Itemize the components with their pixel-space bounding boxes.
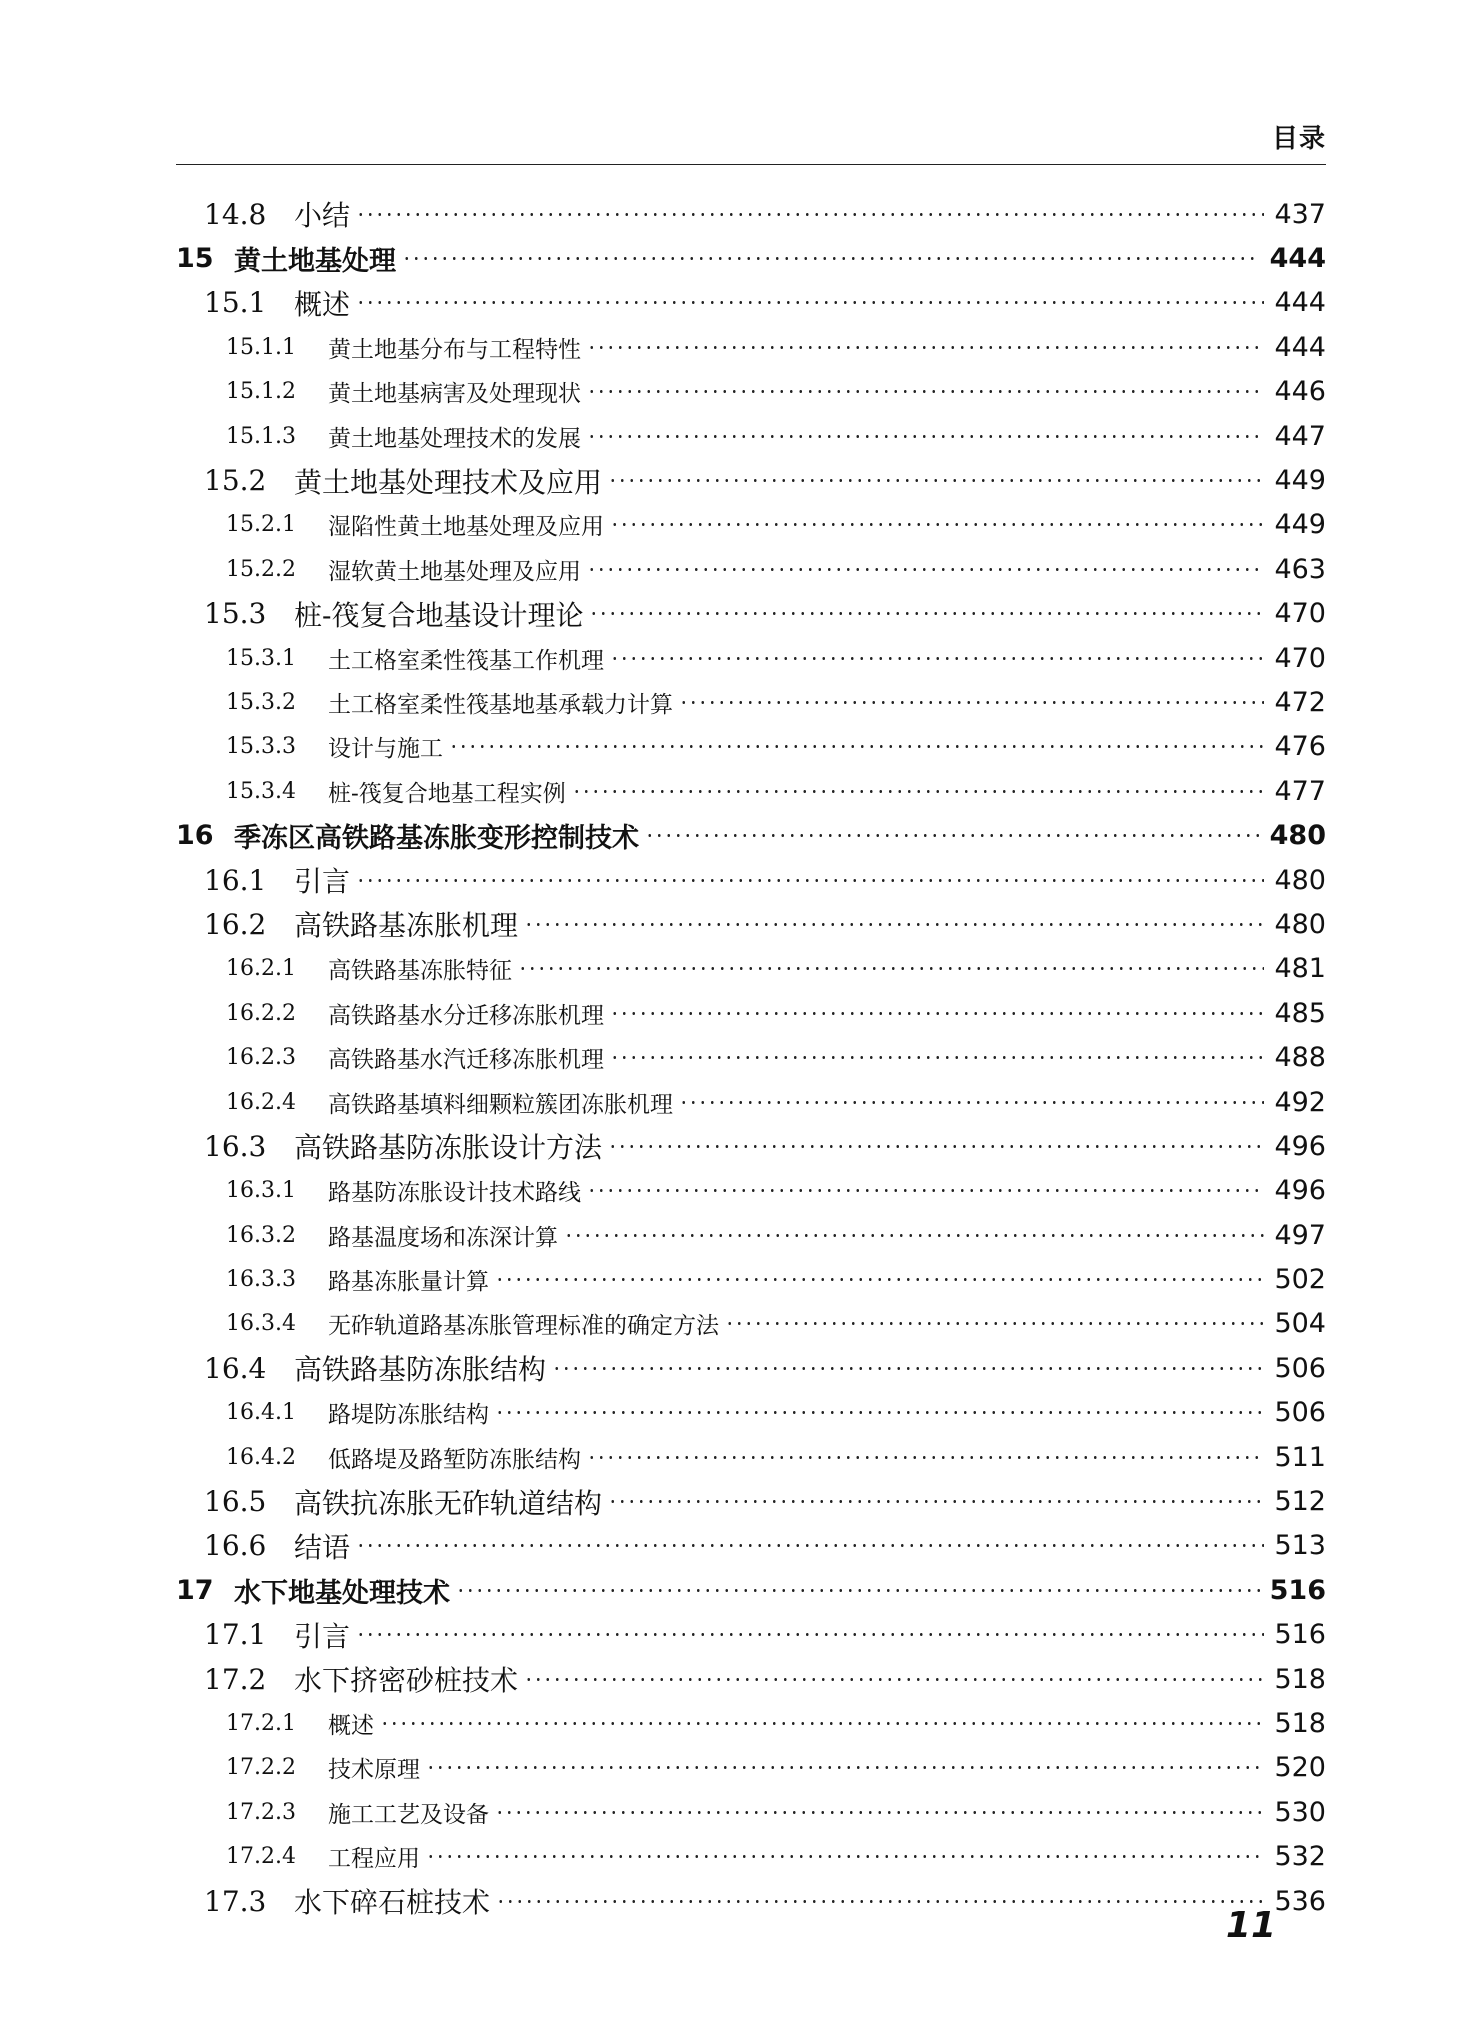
- dot-leader: [552, 1367, 1264, 1370]
- toc-entry-page: 518: [1274, 1707, 1326, 1739]
- toc-entry-title: 水下地基处理技术: [234, 1577, 450, 1609]
- toc-entry[interactable]: [176, 1479, 1326, 1523]
- dot-leader: [587, 346, 1264, 349]
- dot-leader: [610, 1056, 1264, 1059]
- page-number: 11: [1225, 1905, 1276, 1946]
- toc-entry-page: 518: [1274, 1663, 1326, 1695]
- toc-entry-number: 16.2.3: [226, 1045, 296, 1071]
- toc-entry-page: 485: [1274, 997, 1326, 1029]
- toc-entry-title: 路基冻胀量计算: [328, 1269, 489, 1296]
- toc-entry-number: 16.2: [204, 907, 267, 941]
- toc-entry-page: 496: [1274, 1130, 1326, 1162]
- toc-entry-number: 15.3: [204, 597, 267, 631]
- dot-leader: [449, 745, 1264, 748]
- toc-entry[interactable]: [176, 547, 1326, 591]
- toc-entry-title: 黄土地基处理技术及应用: [294, 465, 603, 499]
- toc-entry-title: 高铁路基冻胀机理: [294, 909, 519, 943]
- toc-entry-title: 高铁路基水分迁移冻胀机理: [328, 1002, 604, 1029]
- toc-entry-title: 黄土地基处理: [234, 246, 396, 278]
- toc-entry-title: 水下碎石桩技术: [294, 1886, 491, 1920]
- toc-entry-page: 480: [1274, 908, 1326, 940]
- dot-leader: [380, 1722, 1264, 1725]
- toc-entry-number: 15.3.1: [226, 645, 296, 671]
- toc-entry-number: 15.3.4: [226, 778, 296, 804]
- toc-entry-number: 16.4.1: [226, 1400, 296, 1426]
- dot-leader: [426, 1766, 1264, 1769]
- toc-entry[interactable]: [176, 1302, 1326, 1346]
- toc-entry[interactable]: [176, 813, 1326, 857]
- toc-entry-page: 449: [1274, 465, 1326, 497]
- toc-entry-page: 520: [1274, 1752, 1326, 1784]
- toc-entry-page: 536: [1274, 1885, 1326, 1917]
- toc-entry-number: 15.2.1: [226, 512, 296, 538]
- dot-leader: [518, 967, 1264, 970]
- toc-entry-title: 水下挤密砂桩技术: [294, 1664, 519, 1698]
- dot-leader: [608, 1145, 1264, 1148]
- dot-leader: [496, 1900, 1264, 1903]
- dot-leader: [456, 1589, 1260, 1592]
- toc-entry-title: 技术原理: [328, 1757, 420, 1784]
- toc-entry-number: 17.2.2: [226, 1755, 296, 1781]
- toc-entry-page: 444: [1274, 287, 1326, 319]
- toc-entry-page: 516: [1274, 1619, 1326, 1651]
- toc-entry-title: 概述: [328, 1712, 374, 1739]
- toc-entry[interactable]: [176, 503, 1326, 547]
- running-header-title: 目录: [1271, 124, 1326, 154]
- toc-entry-title: 高铁路基冻胀特征: [328, 958, 512, 985]
- toc-entry[interactable]: [176, 1169, 1326, 1213]
- toc-entry[interactable]: [176, 236, 1326, 280]
- toc-entry-title: 工程应用: [328, 1846, 420, 1873]
- toc-entry-number: 17.2: [204, 1662, 267, 1696]
- toc-entry[interactable]: [176, 680, 1326, 724]
- toc-entry-page: 506: [1274, 1352, 1326, 1384]
- toc-entry-title: 路基防冻胀设计技术路线: [328, 1180, 581, 1207]
- dot-leader: [524, 1678, 1264, 1681]
- dot-leader: [587, 1456, 1264, 1459]
- toc-entry-page: 463: [1274, 553, 1326, 585]
- toc-entry[interactable]: [176, 1701, 1326, 1745]
- toc-entry-page: 449: [1274, 509, 1326, 541]
- toc-entry-page: 480: [1274, 864, 1326, 896]
- toc-entry-number: 15.1: [204, 286, 267, 320]
- toc-entry-page: 511: [1274, 1441, 1326, 1473]
- toc-entry-page: 476: [1274, 731, 1326, 763]
- toc-entry-title: 季冻区高铁路基冻胀变形控制技术: [234, 823, 639, 855]
- toc-entry-title: 桩-筏复合地基设计理论: [294, 598, 584, 632]
- toc-entry[interactable]: [176, 991, 1326, 1035]
- dot-leader: [572, 790, 1265, 793]
- dot-leader: [495, 1811, 1264, 1814]
- toc-entry-title: 湿陷性黄土地基处理及应用: [328, 514, 604, 541]
- toc-entry[interactable]: [176, 947, 1326, 991]
- toc-entry-number: 17: [176, 1574, 214, 1606]
- toc-entry[interactable]: [176, 414, 1326, 458]
- dot-leader: [495, 1278, 1264, 1281]
- dot-leader: [587, 435, 1264, 438]
- toc-entry[interactable]: [176, 1568, 1326, 1612]
- toc-entry-number: 17.2.4: [226, 1844, 296, 1870]
- toc-entry-title: 路基温度场和冻深计算: [328, 1224, 558, 1251]
- dot-leader: [679, 1101, 1264, 1104]
- toc-entry-page: 444: [1269, 243, 1326, 275]
- toc-entry-number: 15.1.2: [226, 379, 296, 405]
- toc-entry-title: 引言: [294, 865, 351, 899]
- toc-entry[interactable]: [176, 1657, 1326, 1701]
- toc-entry[interactable]: [176, 1346, 1326, 1390]
- toc-entry-number: 16.5: [204, 1485, 267, 1519]
- toc-entry[interactable]: [176, 902, 1326, 946]
- toc-entry-number: 15.2: [204, 464, 267, 498]
- toc-entry[interactable]: [176, 592, 1326, 636]
- toc-entry-number: 16.3.1: [226, 1178, 296, 1204]
- toc-entry[interactable]: [176, 281, 1326, 325]
- toc-entry-page: 444: [1274, 331, 1326, 363]
- dot-leader: [426, 1855, 1264, 1858]
- toc-entry-title: 黄土地基病害及处理现状: [328, 381, 581, 408]
- toc-entry-number: 16.4.2: [226, 1444, 296, 1470]
- toc-entry-number: 16: [176, 820, 214, 852]
- toc-entry[interactable]: [176, 636, 1326, 680]
- toc-entry-title: 土工格室柔性筏基工作机理: [328, 647, 604, 674]
- toc-entry-page: 532: [1274, 1841, 1326, 1873]
- dot-leader: [587, 390, 1264, 393]
- toc-entry[interactable]: [176, 458, 1326, 502]
- toc-entry-number: 15: [176, 243, 214, 275]
- table-of-contents: [176, 192, 1326, 1923]
- toc-entry-page: 513: [1274, 1530, 1326, 1562]
- toc-entry-title: 高铁路基防冻胀结构: [294, 1353, 547, 1387]
- toc-entry[interactable]: [176, 1391, 1326, 1435]
- toc-entry-page: 512: [1274, 1486, 1326, 1518]
- toc-entry-title: 无砟轨道路基冻胀管理标准的确定方法: [328, 1313, 719, 1340]
- header-rule: [176, 164, 1326, 165]
- toc-entry-title: 黄土地基分布与工程特性: [328, 336, 581, 363]
- toc-entry-page: 492: [1274, 1086, 1326, 1118]
- toc-entry-title: 高铁路基防冻胀设计方法: [294, 1131, 603, 1165]
- toc-entry-page: 506: [1274, 1397, 1326, 1429]
- toc-entry-number: 16.3.3: [226, 1267, 296, 1293]
- toc-entry-page: 446: [1274, 376, 1326, 408]
- toc-entry-title: 施工工艺及设备: [328, 1801, 489, 1828]
- toc-entry-title: 湿软黄土地基处理及应用: [328, 558, 581, 585]
- dot-leader: [679, 701, 1264, 704]
- dot-leader: [495, 1411, 1264, 1414]
- toc-entry[interactable]: [176, 1213, 1326, 1257]
- toc-entry-page: 437: [1274, 198, 1326, 230]
- toc-entry-title: 高铁路基水汽迁移冻胀机理: [328, 1047, 604, 1074]
- toc-entry-title: 黄土地基处理技术的发展: [328, 425, 581, 452]
- toc-entry-page: 504: [1274, 1308, 1326, 1340]
- dot-leader: [587, 1189, 1264, 1192]
- dot-leader: [356, 1544, 1264, 1547]
- toc-entry-page: 530: [1274, 1796, 1326, 1828]
- toc-entry-number: 16.2.1: [226, 956, 296, 982]
- toc-entry-title: 概述: [294, 287, 351, 321]
- toc-entry-page: 472: [1274, 686, 1326, 718]
- toc-entry-number: 16.2.4: [226, 1089, 296, 1115]
- toc-entry[interactable]: [176, 1257, 1326, 1301]
- dot-leader: [564, 1234, 1264, 1237]
- toc-entry-number: 17.2.3: [226, 1799, 296, 1825]
- toc-entry[interactable]: [176, 769, 1326, 813]
- toc-entry-page: 488: [1274, 1042, 1326, 1074]
- dot-leader: [610, 523, 1264, 526]
- toc-entry[interactable]: [176, 1080, 1326, 1124]
- toc-entry[interactable]: [176, 1124, 1326, 1168]
- toc-entry[interactable]: [176, 1879, 1326, 1923]
- toc-entry[interactable]: [176, 725, 1326, 769]
- toc-entry[interactable]: [176, 1834, 1326, 1878]
- toc-entry-number: 15.1.3: [226, 423, 296, 449]
- dot-leader: [356, 1633, 1264, 1636]
- dot-leader: [356, 879, 1264, 882]
- toc-entry-number: 16.1: [204, 863, 267, 897]
- toc-entry-number: 16.6: [204, 1529, 267, 1563]
- toc-entry-page: 477: [1274, 775, 1326, 807]
- dot-leader: [402, 257, 1260, 260]
- toc-entry[interactable]: [176, 858, 1326, 902]
- toc-entry-number: 16.3.4: [226, 1311, 296, 1337]
- toc-entry[interactable]: [176, 1613, 1326, 1657]
- toc-entry[interactable]: [176, 325, 1326, 369]
- toc-entry-title: 设计与施工: [328, 736, 443, 763]
- dot-leader: [608, 1500, 1264, 1503]
- toc-entry-number: 16.3.2: [226, 1222, 296, 1248]
- toc-entry-number: 14.8: [204, 197, 267, 231]
- toc-entry-number: 17.2.1: [226, 1710, 296, 1736]
- toc-entry-number: 15.3.2: [226, 689, 296, 715]
- toc-entry-page: 447: [1274, 420, 1326, 452]
- toc-entry[interactable]: [176, 370, 1326, 414]
- toc-entry[interactable]: [176, 1435, 1326, 1479]
- toc-entry-page: 502: [1274, 1264, 1326, 1296]
- dot-leader: [589, 612, 1264, 615]
- toc-entry-number: 17.3: [204, 1884, 267, 1918]
- toc-entry-title: 高铁抗冻胀无砟轨道结构: [294, 1486, 603, 1520]
- dot-leader: [645, 834, 1260, 837]
- toc-entry-title: 土工格室柔性筏基地基承载力计算: [328, 691, 673, 718]
- toc-entry-number: 16.2.2: [226, 1000, 296, 1026]
- toc-entry-page: 516: [1269, 1574, 1326, 1606]
- toc-entry-number: 15.2.2: [226, 556, 296, 582]
- toc-entry[interactable]: [176, 1035, 1326, 1079]
- toc-entry-number: 15.1.1: [226, 334, 296, 360]
- dot-leader: [524, 923, 1264, 926]
- toc-entry-title: 结语: [294, 1530, 351, 1564]
- dot-leader: [356, 213, 1264, 216]
- toc-entry-title: 引言: [294, 1619, 351, 1653]
- toc-entry-title: 桩-筏复合地基工程实例: [328, 780, 566, 807]
- toc-entry-number: 16.4: [204, 1351, 267, 1385]
- toc-entry[interactable]: [176, 192, 1326, 236]
- toc-entry-title: 高铁路基填料细颗粒簇团冻胀机理: [328, 1091, 673, 1118]
- toc-entry-number: 15.3.3: [226, 734, 296, 760]
- dot-leader: [610, 1012, 1264, 1015]
- toc-entry[interactable]: [176, 1524, 1326, 1568]
- toc-entry[interactable]: [176, 1790, 1326, 1834]
- toc-entry-number: 17.1: [204, 1618, 267, 1652]
- dot-leader: [587, 568, 1264, 571]
- toc-entry-page: 496: [1274, 1175, 1326, 1207]
- toc-entry-number: 16.3: [204, 1129, 267, 1163]
- toc-entry-title: 小结: [294, 199, 351, 233]
- toc-entry-title: 低路堤及路堑防冻胀结构: [328, 1446, 581, 1473]
- toc-entry-page: 497: [1274, 1219, 1326, 1251]
- toc-entry-title: 路堤防冻胀结构: [328, 1402, 489, 1429]
- toc-entry-page: 481: [1274, 953, 1326, 985]
- toc-entry[interactable]: [176, 1746, 1326, 1790]
- toc-entry-page: 470: [1274, 642, 1326, 674]
- dot-leader: [608, 479, 1264, 482]
- dot-leader: [610, 657, 1264, 660]
- dot-leader: [725, 1322, 1264, 1325]
- toc-entry-page: 480: [1269, 820, 1326, 852]
- toc-entry-page: 470: [1274, 598, 1326, 630]
- dot-leader: [356, 301, 1264, 304]
